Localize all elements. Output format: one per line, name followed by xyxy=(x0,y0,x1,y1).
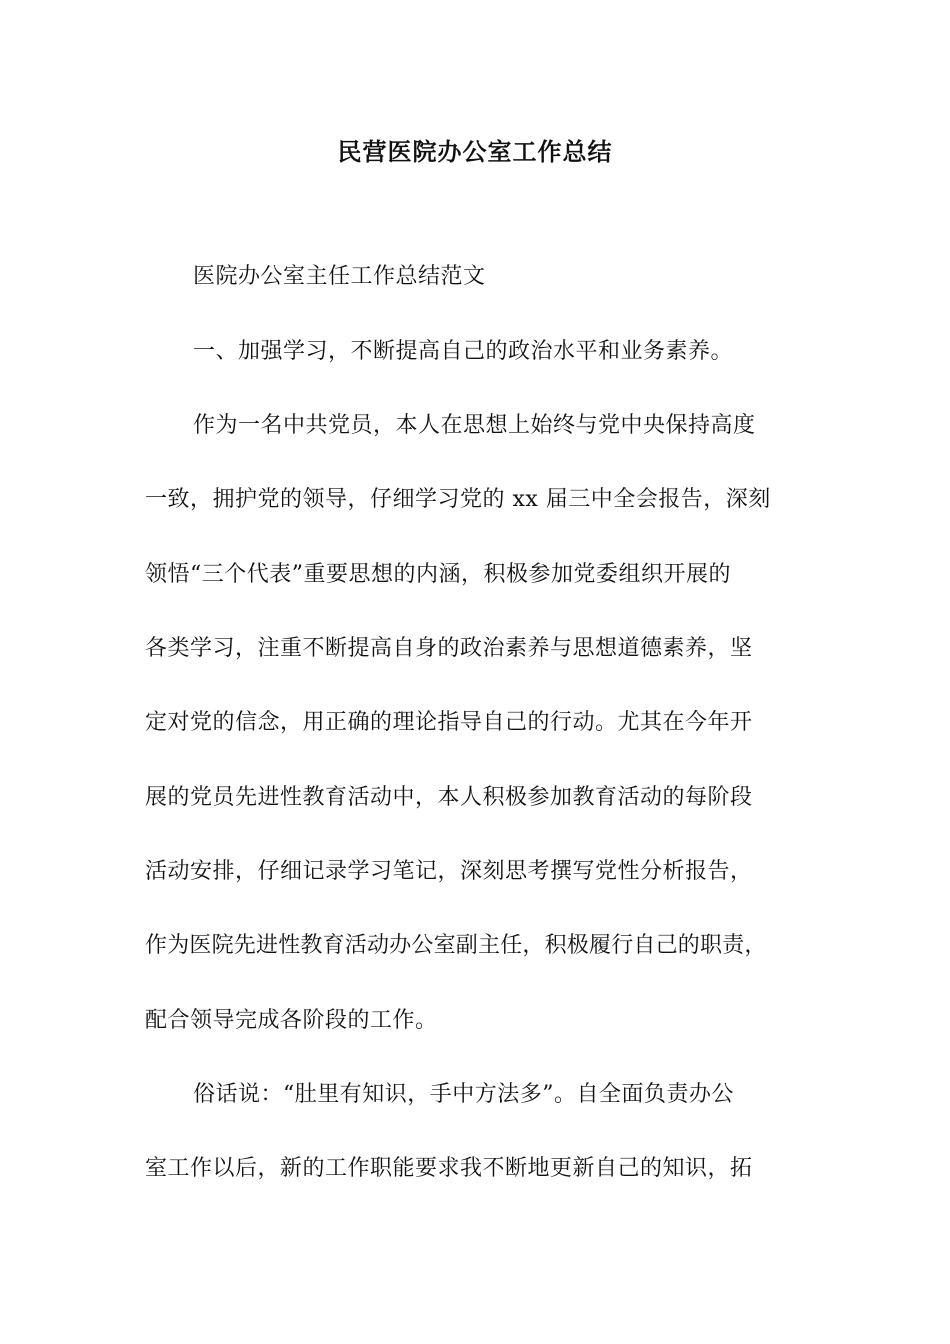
paragraph-line: 一致，拥护党的领导，仔细学习党的 xx 届三中全会报告，深刻 xyxy=(145,487,771,512)
paragraph-line: 配合领导完成各阶段的工作。 xyxy=(145,1008,438,1033)
paragraph-line: 室工作以后，新的工作职能要求我不断地更新自己的知识，拓 xyxy=(145,1156,753,1181)
document-title: 民营医院办公室工作总结 xyxy=(337,137,613,166)
document-subtitle: 医院办公室主任工作总结范文 xyxy=(193,264,486,289)
paragraph-line: 活动安排，仔细记录学习笔记，深刻思考撰写党性分析报告， xyxy=(145,859,753,884)
paragraph-line: 领悟“三个代表”重要思想的内涵，积极参加党委组织开展的 xyxy=(145,562,731,587)
section-heading: 一、加强学习，不断提高自己的政治水平和业务素养。 xyxy=(193,339,734,364)
paragraph-line: 作为一名中共党员，本人在思想上始终与党中央保持高度 xyxy=(193,413,756,438)
paragraph-line: 俗话说：“肚里有知识，手中方法多”。自全面负责办公 xyxy=(193,1082,734,1107)
paragraph-line: 各类学习，注重不断提高自身的政治素养与思想道德素养，坚 xyxy=(145,636,753,661)
paragraph-line: 展的党员先进性教育活动中，本人积极参加教育活动的每阶段 xyxy=(145,785,753,810)
paragraph-line: 定对党的信念，用正确的理论指导自己的行动。尤其在今年开 xyxy=(145,710,753,735)
paragraph-line: 作为医院先进性教育活动办公室副主任，积极履行自己的职责， xyxy=(145,933,767,958)
